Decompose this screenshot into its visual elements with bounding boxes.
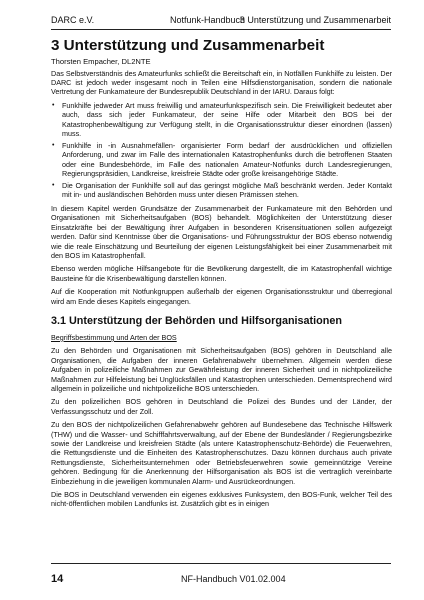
- footer-divider: [51, 563, 391, 564]
- list-item: [51, 181, 392, 200]
- chapter-author: Thorsten Empacher, DL2NTE: [51, 57, 151, 66]
- bullet-icon: •: [52, 182, 55, 190]
- list-item-text: Funkhilfe in -in Ausnahmefällen- organisierter Form bedarf der ausdrücklichen und offiziellen Anforderung, und zwar im Falle des internationalen Katastrophenfunks durch die betroffenen Staaten oder eine Bundesbehörde, im Falle des nationalen Amateur-Notfunks durch Landesregierungen, Regierungspräsidien, Landkreise, kreisfreie Städte oder große kreisangehörige Städte.: [62, 140, 392, 179]
- body-paragraph: Die BOS in Deutschland verwenden ein eigenes exklusives Funksystem, den BOS-Funk, welcher Teil des nicht-öffentlichen mobilen Landfunks ist. Zusätzlich gibt es in einigen: [51, 490, 392, 509]
- list-item-text: Funkhilfe jedweder Art muss freiwillig und amateurfunkspezifisch sein. Die Freiwilligkeit bedeutet aber auch, dass sich jeder Funkamateur, der seine Hilfe oder Mitarbeit den BOS bei der Katastrophenbewältigung zur Verfügung stellt, in die Organisationsstruktur dieser einordnen (lassen) muss.: [62, 100, 392, 139]
- principles-list: [51, 101, 392, 200]
- body-paragraph: Auf die Kooperation mit Notfunkgruppen außerhalb der eigenen Organisationsstruktur und überregional wird am Ende dieses Kapitels eingegangen.: [51, 287, 392, 306]
- intro-paragraph: Das Selbstverständnis des Amateurfunks schließt die Bereitschaft ein, in Notfällen Funkhilfe zu leisten. Der DARC ist jedoch weder insgesamt noch in Teilen eine Hilfsdienstorganisation, sondern die nationale Vertretung der Funkamateure der Bundesrepublik Deutschland in der IARU. Daraus folgt:: [51, 68, 392, 97]
- header-divider: [51, 29, 391, 30]
- header-organization: DARC e.V.: [51, 15, 95, 25]
- header-chapter-title: 3 Unterstützung und Zusammenarbeit: [239, 15, 391, 25]
- header-document-title: Notfunk-Handbuch: [170, 15, 246, 25]
- page-body: [51, 37, 392, 513]
- running-footer: [51, 572, 391, 586]
- section-subheading: Begriffsbestimmung und Arten der BOS: [51, 332, 177, 342]
- list-item: [51, 141, 392, 179]
- body-paragraph: Zu den polizeilichen BOS gehören in Deutschland die Polizei des Bundes und der Länder, der Verfassungsschutz und der Zoll.: [51, 397, 392, 416]
- body-paragraph: Zu den Behörden und Organisationen mit Sicherheitsaufgaben (BOS) gehören in Deutschland alle Organisationen, die Aufgaben der inneren Gefahrenabwehr übernehmen. Allgemein werden diese Aufgaben in polizeiliche Maßnahmen zur Gewährleistung der inneren Sicherheit und in nichtpolizeiliche Maßnahmen zur Hilfeleistung bei Unglücksfällen und Katastrophen unterschieden. Dementsprechend wird allgemein in polizeiliche und nichtpolizeiliche BOS unterschieden.: [51, 346, 392, 393]
- chapter-title: 3 Unterstützung und Zusammenarbeit: [51, 37, 325, 54]
- running-header: [51, 14, 391, 26]
- bullet-icon: •: [52, 101, 55, 109]
- document-version: NF-Handbuch V01.02.004: [181, 574, 286, 584]
- body-paragraph: In diesem Kapitel werden Grundsätze der Zusammenarbeit der Funkamateure mit den Behörden und Organisationen mit Sicherheitsaufgaben (BOS) behandelt. Möglichkeiten der Unterstützung dieser Einsatzkräfte bei der Bewältigung ihrer Aufgaben in besonderen Krisensituationen sollen aufgezeigt werden. Dafür sind Kenntnisse über die Organisations- und Führungsstruktur der BOS ebenso notwendig wie die reale Einschätzung und Beurteilung der eigenen Leistungsfähigkeit bei einer Zusammenarbeit mit den BOS im Katastrophenfall.: [51, 203, 392, 260]
- bullet-icon: •: [52, 141, 55, 149]
- body-paragraph: Ebenso werden mögliche Hilfsangebote für die Bevölkerung dargestellt, die im Katastrophenfall wichtige Bausteine für die Krisenbewältigung darstellen können.: [51, 264, 392, 283]
- list-item: [51, 101, 392, 139]
- section-title: 3.1 Unterstützung der Behörden und Hilfsorganisationen: [51, 314, 342, 327]
- body-paragraph: Zu den BOS der nichtpolizeilichen Gefahrenabwehr gehören auf Bundesebene das Technische Hilfswerk (THW) und die Wasser- und Schifffahrtsverwaltung, auf der Ebene der Bundesländer / Regierungsbezirke sowie der Landkreise und kreisfreien Städte (als untere Katastrophenschutz-Behörde) die Feuerwehren, die Rettungsdienste und die Einheiten des Katastrophenschutzes. Dazu können durchaus auch private Rettungsdienste, Sicherheitsunternehmen oder Betriebsfeuerwehren sowie gemeinnützige Vereine gehören. Bedingung für die Anerkennung der Hilfsorganisation als BOS ist die vertraglich vereinbarte Einbeziehung in die jeweiligen kommunalen Alarm- und Ausrückeordnungen.: [51, 420, 392, 486]
- list-item-text: Die Organisation der Funkhilfe soll auf das geringst mögliche Maß beschränkt werden. Jeder Kontakt mit in- und ausländischen Behörden muss unter diesen Prämissen stehen.: [62, 181, 392, 200]
- page-number: 14: [51, 573, 64, 585]
